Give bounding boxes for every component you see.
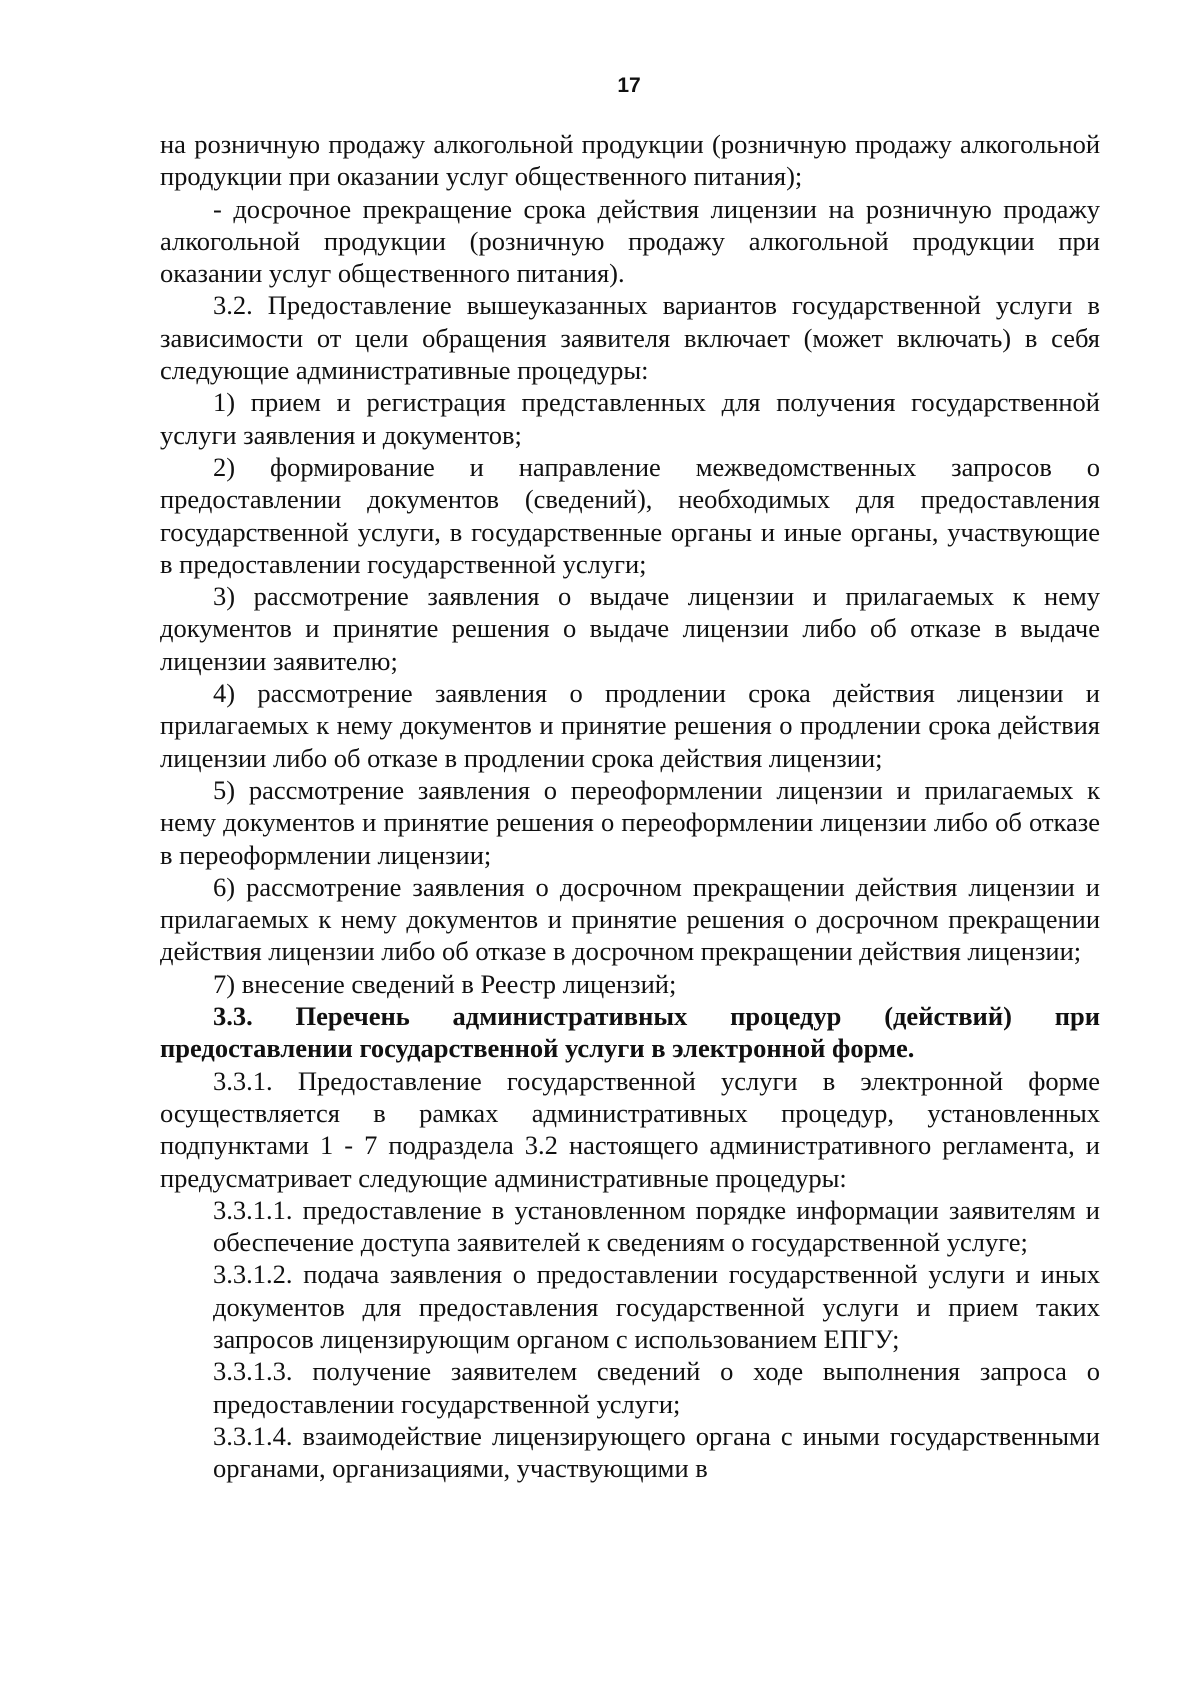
paragraph-3-3-1-4: 3.3.1.4. взаимодействие лицензирующего органа с иными государственными органами, организациями, участвующими в [213, 1420, 1100, 1484]
procedure-item-7: 7) внесение сведений в Реестр лицензий; [213, 968, 677, 999]
procedure-item-2: 2) формирование и направление межведомственных запросов о предоставлении документов (сведений), необходимых для предоставления государственной услуги, в государственные органы и иные органы, участвующие в предоставлении государственной услуги; [160, 451, 1100, 579]
page-number: 17 [617, 74, 641, 97]
procedure-item-4: 4) рассмотрение заявления о продлении срока действия лицензии и прилагаемых к нему документов и принятие решения о продлении срока действия лицензии либо об отказе в продлении срока действия лицензии; [160, 678, 1100, 773]
procedure-item-5: 5) рассмотрение заявления о переоформлении лицензии и прилагаемых к нему документов и принятие решения о переоформлении лицензии либо об отказе в переоформлении лицензии; [160, 774, 1100, 870]
procedure-item-3: 3) рассмотрение заявления о выдаче лицензии и прилагаемых к нему документов и принятие решения о выдаче лицензии либо об отказе в выдаче лицензии заявителю; [160, 581, 1100, 676]
paragraph-3-3-1-3: 3.3.1.3. получение заявителем сведений о ходе выполнения запроса о предоставлении государственной услуги; [213, 1356, 1100, 1419]
section-heading-3-3: 3.3. Перечень административных процедур (действий) при предоставлении государственной услуги в электронной форме. [160, 1001, 1100, 1064]
paragraph-continuation: на розничную продажу алкогольной продукции (розничную продажу алкогольной продукции при оказании услуг общественного питания); [160, 129, 1100, 192]
document-body [160, 128, 1100, 1484]
paragraph-3-3-1: 3.3.1. Предоставление государственной услуги в электронной форме осуществляется в рамках административных процедур, установленных подпунктами 1 - 7 подраздела 3.2 настоящего административного регламента, и предусматривает следующие административные процедуры: [160, 1065, 1100, 1193]
procedure-item-6: 6) рассмотрение заявления о досрочном прекращении действия лицензии и прилагаемых к нему документов и принятие решения о досрочном прекращении действия лицензии либо об отказе в досрочном прекращении действия лицензии; [160, 871, 1100, 967]
paragraph-3-2: 3.2. Предоставление вышеуказанных вариантов государственной услуги в зависимости от цели обращения заявителя включает (может включать) в себя следующие административные процедуры: [160, 290, 1100, 386]
paragraph-3-3-1-2: 3.3.1.2. подача заявления о предоставлении государственной услуги и иных документов для предоставления государственной услуги и прием таких запросов лицензирующим органом с использованием ЕПГУ; [213, 1259, 1100, 1354]
paragraph-early-termination: - досрочное прекращение срока действия лицензии на розничную продажу алкогольной продукции (розничную продажу алкогольной продукции при оказании услуг общественного питания). [160, 193, 1100, 289]
paragraph-3-3-1-1: 3.3.1.1. предоставление в установленном порядке информации заявителям и обеспечение доступа заявителей к сведениям о государственной услуге; [213, 1194, 1100, 1258]
procedure-item-1: 1) прием и регистрация представленных для получения государственной услуги заявления и документов; [160, 387, 1100, 450]
